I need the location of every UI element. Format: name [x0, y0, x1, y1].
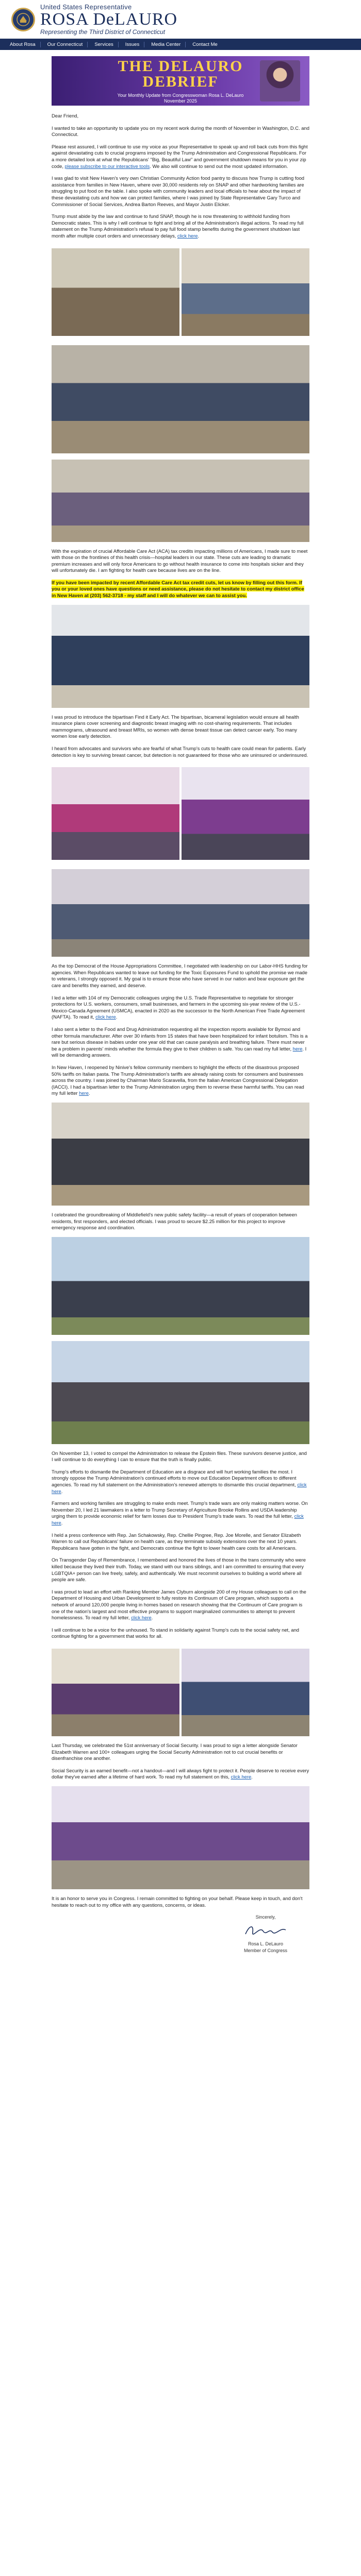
- header-subtitle: United States Representative: [40, 3, 132, 11]
- paragraph-farmers: Farmers and working families are struggling to make ends meet. Trump's trade wars are only making matters worse. On November 20, I led 21 lawmakers in a letter to Trump Secretary of Agriculture Brooke Rollins and USDA leadership urging them to provide economic relief for farm losses due to President Trump's trade wars. To read the full letter, click here.: [52, 1500, 308, 1526]
- paragraph-earned-benefit: Social Security is an earned benefit—not a handout—and I will always fight to protect it. People deserve to receive every dollar they've earned after a lifetime of hard work. To read my full statement on this, click here.: [52, 1767, 309, 1780]
- paragraph-unhoused: I will continue to be a voice for the unhoused. To stand in solidarity against Trump's cuts to the social safety net, and continue fighting for a government that works for all.: [52, 1626, 300, 1639]
- paragraph-usmca: I led a letter with 104 of my Democratic colleagues urging the U.S. Trade Representative to negotiate for stronger protections for U.S. workers, consumers, small businesses, and farmers in the upcoming six-year review of the U.S.-Mexico-Canada Agreement (USMCA), enacted in 2020 as the successor to the North American Free Trade Agreement (NAFTA). To read it, click here.: [52, 994, 305, 1020]
- paragraph-middlefield: I celebrated the groundbreaking of Middlefield's new public safety facility—a result of years of cooperation between residents, first responders, and elected officials. I was proud to secure $2.25 million for this project to improve emergency response and coordination.: [52, 1211, 298, 1231]
- paragraph-intro: I wanted to take an opportunity to update you on my recent work during the month of November in Washington, D.C. and Connecticut.: [52, 125, 309, 138]
- groundbreaking-photo: [52, 1237, 309, 1335]
- sign-off: Sincerely,: [255, 1914, 276, 1920]
- rally-photo: [52, 1786, 309, 1889]
- signature-block: [52, 1914, 309, 1954]
- banner-title-line2: DEBRIEF: [142, 73, 219, 90]
- nav-about-rosa[interactable]: About Rosa: [5, 42, 41, 47]
- photo-row-pantry: [52, 245, 309, 342]
- pantry-photo-2: [182, 248, 309, 336]
- press-photo-1: [52, 767, 179, 860]
- letter-body: [52, 106, 309, 1954]
- header-name: ROSA DeLAURO: [40, 10, 178, 29]
- pantry-discussion-photo: [52, 460, 309, 542]
- tariff-letter-link[interactable]: here: [79, 1090, 89, 1096]
- nav-contact-me[interactable]: Contact Me: [192, 41, 218, 47]
- header-tagline: Representing the Third District of Connecticut: [40, 28, 166, 36]
- photo-row-press: [52, 764, 309, 866]
- banner-date: November 2025: [163, 98, 198, 104]
- paragraph-find-it-early: I was proud to introduce the bipartisan Find it Early Act. The bipartisan, bicameral legislation would ensure all health insurance plans cover screening and diagnostic breast imaging with no cost-sharing requirements. That includes mammograms, ultrasound and breast MRIs, so women with dense breast tissue can detect cancer early. Too many women lose early detection.: [52, 714, 299, 739]
- usmca-letter-link[interactable]: click here: [95, 1014, 116, 1020]
- pasta-tariff-photo: [52, 1103, 309, 1206]
- paragraph-snap: Trump must abide by the law and continue to fund SNAP, though he is now threatening to withhold funding from Democratic states. This is why I will continue to fight and bring all of the Administration's illegal actions. To read my full statement on the Trump Administration's refusal to pay full food stamp benefits during the government shutdown last month after multiple court orders and unnecessary delays, click here.: [52, 213, 304, 239]
- paragraph-epstein: On November 13, I voted to compel the Administration to release the Epstein files. These survivors deserve justice, and I will continue to do everything I can to ensure that the truth is finally public.: [52, 1450, 307, 1463]
- paragraph-shutdown: Please rest assured, I will continue to use my voice as your Representative to speak up and roll back cuts from this fight against devastating cuts to crucial programs imposed by the Trump Administration and Congressional Republicans. For a more detailed look at what the Republicans' "Big, Beautiful Law" and government shutdown means for you in your zip code, please subscribe to our interactive tools. We also will continue to send out the most updated information.: [52, 143, 308, 169]
- groundbreaking-group-photo: [52, 1341, 309, 1444]
- banner-title-line1: THE DELAURO: [118, 57, 243, 75]
- paragraph-tariffs: In New Haven, I reopened by Ninive's fellow community members to highlight the effects of the disastrous proposed 50% tariffs on Italian pasta. The Trump Administration's tariffs are already raising costs for consumers and businesses across the country. I was joined by Chairman Mario Scaravella, from the Italian American Congressional Delegation (IACCI). I had a bipartisan letter to the Trump Administration urging them to reverse these harmful tariffs. You can read my full letter here.: [52, 1064, 304, 1096]
- debrief-banner: [52, 56, 309, 106]
- paragraph-fda: I also sent a letter to the Food and Drug Administration requesting all the inspection reports available for Bymoxi and other formula manufacturer. After over 30 infants from 15 states that have been hospitalized for infant botulism. This is a rare but serious disease in babies under one year old that can cause paralysis and breathing failure. There must never be a problem in parents' minds whether the formula they give to their children is safe. You can read my full letter, here. I will be demanding answers.: [52, 1026, 308, 1058]
- advocates-photo: [52, 869, 309, 957]
- pantry-group-photo: [52, 345, 309, 453]
- continuum-letter-link[interactable]: click here: [131, 1615, 152, 1621]
- greeting: Dear Friend,: [52, 113, 79, 118]
- social-security-photo-2: [182, 1649, 309, 1736]
- farmers-letter-link[interactable]: click here: [52, 1513, 304, 1526]
- paragraph-appropriations: As the top Democrat of the House Appropriations Committee, I negotiated with leadership on our Labor-HHS funding for agencies. When Republicans wanted to leave out funding for the Toxic Exposures Fund to uphold the promise we made to veterans, I strongly opposed it. My goal is to ensure those who have served in our nation and bear exposure get the care and benefits they earned, and deserve.: [52, 963, 308, 988]
- congresswoman-portrait: [260, 60, 300, 101]
- nav-services[interactable]: Services: [90, 42, 118, 47]
- paragraph-transgender-day: On Transgender Day of Remembrance, I remembered and honored the lives of those in the trans community who were killed because they lived their truth. Today, we stand with our trans siblings, and I am committed to ensuring that every LGBTQIA+ person can live freely, safely, and authentically. We must recommit ourselves to building a world where all people are safe.: [52, 1557, 306, 1583]
- paragraph-breast-cancer: I heard from advocates and survivors who are fearful of what Trump's cuts to health care could mean for patients. Early detection is key to surviving breast cancer, but detection is not guaranteed for those who are uninsured or underinsured.: [52, 745, 308, 758]
- snap-statement-link[interactable]: click here: [177, 232, 198, 239]
- education-statement-link[interactable]: click here: [52, 1482, 307, 1494]
- paragraph-continuum-of-care: I was proud to lead an effort with Ranking Member James Clyburn alongside 200 of my House colleagues to call on the Department of Housing and Urban Development to fully restore its Continuum of Care program, which supports a network of around 120,000 people living in homes based on research showing that the Continuum of Care program is one of the nation's largest and most effective programs to support marginalized communities to attempt to prevent homelessness. To read my full letter, click here.: [52, 1588, 306, 1621]
- photo-row-social-security: [52, 1646, 309, 1742]
- paragraph-health-presser: I held a press conference with Rep. Jan Schakowsky, Rep. Chellie Pingree, Rep. Joe Morelle, and Senator Elizabeth Warren to call out Republicans' failure on health care, as they terminate subsidy extensions over the next 10 years. Republicans have gotten in the fight, and Democrats continue the fight to lower health care costs for all Americans.: [52, 1532, 301, 1551]
- masthead: [0, 0, 361, 39]
- paragraph-food-pantry: I was glad to visit New Haven's very own Christian Community Action food pantry to discuss how Trump is cutting food assistance from families in New Haven, where over 30,000 residents rely on SNAP and other hardworking families are struggling to put food on the table. I also spoke with community leaders and local officials to hear about the impact of these devastating cuts and how we can protect families, where I was joined by State Representative Gary Turco and Commissioner of Social Services, Andrea Barton Reeves, and Mayor Justin Elicker.: [52, 175, 305, 207]
- social-security-photo-1: [52, 1649, 179, 1736]
- top-navigation: [0, 39, 361, 50]
- subscribe-tools-link[interactable]: please subscribe to our interactive tools: [64, 163, 150, 169]
- hospital-roundtable-photo: [52, 605, 309, 708]
- paragraph-education: Trump's efforts to dismantle the Department of Education are a disgrace and will hurt working families the most. I strongly oppose the Trump Administration's continued efforts to move out Education Department offices to different agencies. To read my full statement on the Administration's renewed attempts to dismantle this crucial department, click here.: [52, 1468, 307, 1494]
- paragraph-social-security: Last Thursday, we celebrated the 51st anniversary of Social Security. I was proud to sign a letter alongside Senator Elizabeth Warren and 100+ colleagues urging the Social Security Administration not to cut crucial benefits or disenfranchise one another.: [52, 1742, 298, 1761]
- signer-name: Rosa L. DeLauro: [248, 1941, 284, 1947]
- nav-media-center[interactable]: Media Center: [146, 42, 186, 47]
- congress-seal-icon: [11, 8, 35, 31]
- social-security-statement-link[interactable]: click here: [231, 1774, 252, 1780]
- signature-icon: [242, 1921, 289, 1939]
- press-photo-2: [182, 767, 309, 860]
- nav-issues[interactable]: Issues: [121, 42, 144, 47]
- fda-letter-link[interactable]: here: [292, 1045, 303, 1052]
- paragraph-closing: It is an honor to serve you in Congress. I remain committed to fighting on your behalf. Please keep in touch, and don't hesitate to reach out to my office with any questions, concerns, or ideas.: [52, 1895, 303, 1908]
- banner-subtitle: Your Monthly Update from Congresswoman Rosa L. DeLauro: [117, 92, 244, 98]
- signer-title: Member of Congress: [243, 1947, 288, 1953]
- paragraph-aca: With the expiration of crucial Affordable Care Act (ACA) tax credits impacting millions of Americans, I made sure to meet with those on the frontlines of this health crisis—hospital leaders in our state. These cuts are leading to dramatic premium increases and will only force Americans to go without health insurance to come into hospitals sicker and they will unfortunately die. I am fighting for health care because lives are on the line.: [52, 548, 308, 573]
- pantry-photo-1: [52, 248, 179, 336]
- paragraph-aca-help: If you have been impacted by recent Affordable Care Act tax credit cuts, let us know by filling out this form. If you or your loved ones have questions or need assistance, please do not hesitate to contact my district office in New Haven at (203) 562-3718 - my staff and I will do whatever we can to assist you.: [52, 579, 304, 599]
- nav-our-connecticut[interactable]: Our Connecticut: [43, 42, 88, 47]
